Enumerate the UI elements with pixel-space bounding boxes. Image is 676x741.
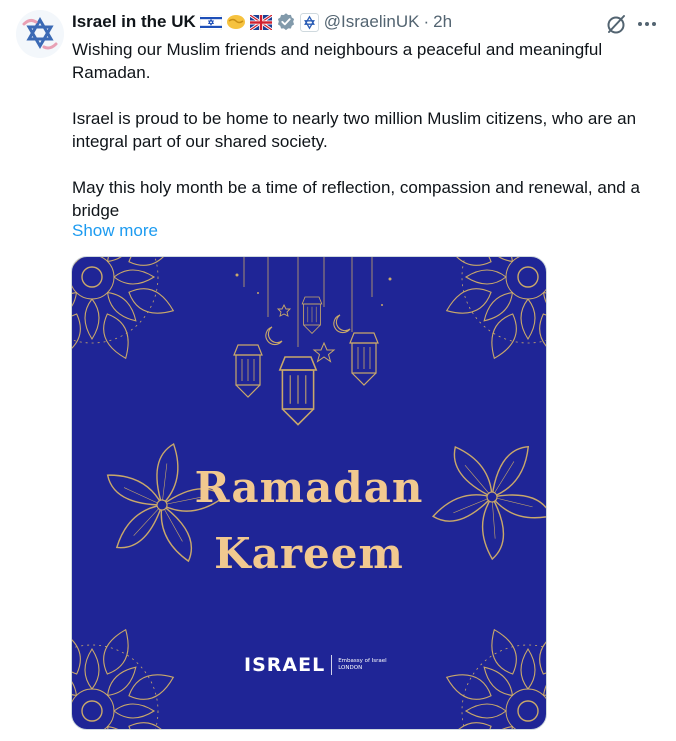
user-handle[interactable]: @IsraelinUK (323, 12, 420, 31)
tweet-paragraph-3: May this holy month be a time of reflection, compassion and renewal, and a bridge (72, 178, 640, 220)
handshake-icon (226, 13, 246, 31)
tweet-paragraph-1: Wishing our Muslim friends and neighbours a peaceful and meaningful Ramadan. (72, 40, 603, 82)
affiliate-badge-icon[interactable] (300, 13, 319, 32)
logo-text: ISRAEL (244, 654, 326, 676)
greeting-line-1: Ramadan (194, 463, 424, 512)
embassy-logo (244, 653, 387, 677)
logo-subtext (338, 658, 387, 672)
show-more-link[interactable]: Show more (72, 221, 158, 240)
avatar[interactable] (16, 10, 64, 58)
uk-flag-icon (250, 15, 272, 30)
verified-gray-icon[interactable] (276, 12, 296, 32)
more-options-icon[interactable] (634, 11, 660, 37)
display-name[interactable]: Israel in the UK (72, 12, 196, 31)
tweet-paragraph-2: Israel is proud to be home to nearly two million Muslim citizens, who are an integral part of our shared society. (72, 109, 637, 151)
logo-subtext-2: LONDON (338, 665, 363, 671)
greeting-line-2: Kareem (214, 529, 404, 578)
logo-subtext-1: Embassy of Israel (338, 658, 387, 664)
timestamp[interactable]: 2h (433, 12, 453, 31)
grok-icon[interactable] (604, 11, 630, 37)
tweet-header (72, 11, 652, 33)
separator-dot: · (423, 12, 430, 31)
israel-flag-icon (200, 15, 222, 30)
tweet-text (72, 38, 667, 222)
star-of-david-icon (16, 10, 64, 58)
logo-divider (331, 655, 332, 675)
tweet-media-image[interactable] (71, 256, 547, 730)
